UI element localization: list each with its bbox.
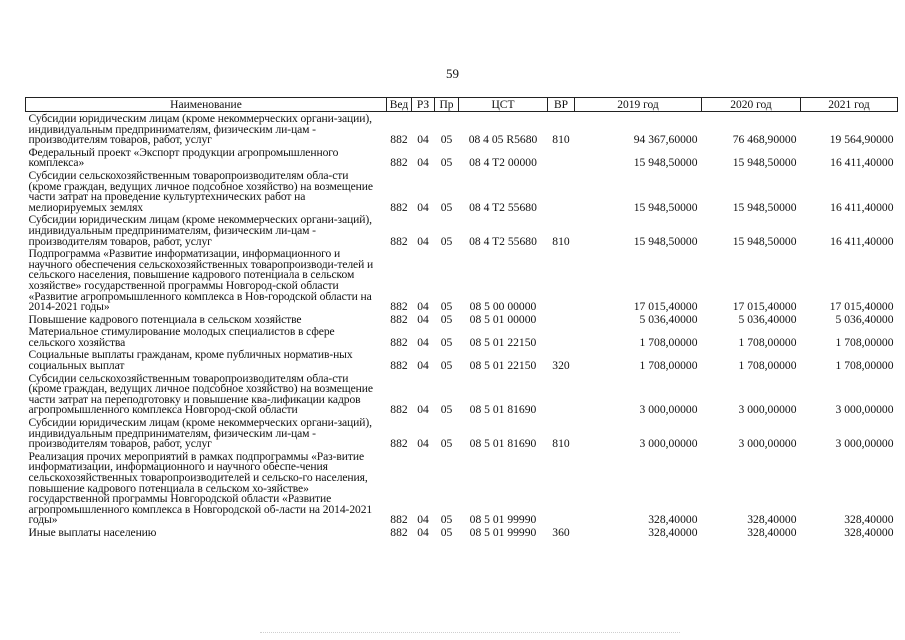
table-row [26, 372, 898, 416]
header-2021: 2021 год [801, 98, 898, 112]
row-2020: 15 948,50000 [732, 234, 797, 248]
row-cst: 08 5 01 99990 [469, 525, 537, 539]
row-2019: 328,40000 [648, 513, 698, 527]
row-rz: 04 [417, 437, 429, 451]
row-name: Повышение кадрового потенциала в сельском хозяйстве [28, 312, 302, 326]
row-name: Материальное стимулирование молодых специалистов в сфере сельского хозяйства [28, 325, 335, 349]
row-cst: 08 4 T2 55680 [469, 200, 537, 214]
row-vr [548, 169, 575, 213]
row-2020: 5 036,40000 [738, 312, 797, 326]
row-vr: 360 [552, 525, 570, 539]
row-2021: 5 036,40000 [835, 312, 894, 326]
row-ved: 882 [390, 156, 408, 170]
table-row [26, 247, 898, 313]
table-row [26, 348, 898, 371]
table-row [26, 169, 898, 213]
row-pr: 05 [440, 403, 453, 417]
table-row [26, 112, 898, 146]
row-2019: 3 000,00000 [639, 403, 698, 417]
row-2020: 328,40000 [747, 513, 797, 527]
table-row [26, 313, 898, 326]
row-2020: 76 468,90000 [732, 133, 797, 147]
page-number: 59 [446, 66, 459, 81]
header-name: Наименование [26, 98, 387, 112]
row-cst: 08 5 01 81690 [469, 437, 537, 451]
row-vr: 810 [552, 437, 570, 451]
row-rz: 04 [417, 359, 429, 373]
row-rz: 04 [417, 525, 429, 539]
row-ved: 882 [390, 234, 408, 248]
header-2019: 2019 год [575, 98, 702, 112]
row-pr: 05 [440, 133, 453, 147]
header-vr: ВР [548, 98, 575, 112]
row-cst: 08 5 01 81690 [469, 403, 537, 417]
header-rz: РЗ [412, 98, 435, 112]
row-ved: 882 [390, 335, 408, 349]
row-2020: 17 015,40000 [732, 300, 797, 314]
row-pr: 05 [440, 300, 453, 314]
row-2019: 15 948,50000 [633, 234, 698, 248]
row-2020: 1 708,00000 [738, 359, 797, 373]
row-2020: 3 000,00000 [738, 437, 797, 451]
row-vr [548, 247, 575, 313]
row-pr: 05 [440, 437, 453, 451]
row-ved: 882 [390, 200, 408, 214]
row-name: Федеральный проект «Экспорт продукции агропромышленного комплекса» [28, 145, 339, 170]
row-ved: 882 [390, 513, 408, 527]
row-2020: 3 000,00000 [738, 403, 797, 417]
table-row [26, 325, 898, 348]
table-body [26, 112, 898, 539]
row-rz: 04 [417, 133, 429, 147]
row-rz: 04 [417, 300, 429, 314]
row-2020: 15 948,50000 [732, 156, 797, 170]
row-2019: 1 708,00000 [639, 359, 698, 373]
table-row [26, 146, 898, 169]
table-row [26, 450, 898, 526]
row-pr: 05 [440, 525, 453, 539]
row-pr: 05 [440, 312, 453, 326]
row-name: Субсидии юридическим лицам (кроме некоммерческих органи-заций), индивидуальным предпринимателям, физическим ли-цам - производителям товаров, работ, услуг [28, 416, 372, 451]
row-cst: 08 5 01 22150 [469, 335, 537, 349]
row-cst: 08 5 01 22150 [469, 359, 537, 373]
row-2019: 328,40000 [648, 525, 698, 539]
row-2021: 19 564,90000 [829, 133, 894, 147]
table-header-row [26, 98, 898, 112]
row-vr [548, 450, 575, 526]
row-rz: 04 [417, 200, 429, 214]
row-pr: 05 [440, 156, 453, 170]
row-2019: 15 948,50000 [633, 156, 698, 170]
row-vr [548, 313, 575, 326]
row-ved: 882 [390, 312, 408, 326]
row-vr [548, 146, 575, 169]
row-pr: 05 [440, 234, 453, 248]
row-2021: 328,40000 [844, 513, 894, 527]
row-2020: 1 708,00000 [738, 335, 797, 349]
row-pr: 05 [440, 200, 453, 214]
row-cst: 08 4 T2 55680 [469, 234, 537, 248]
row-2019: 94 367,60000 [633, 133, 698, 147]
table-row [26, 526, 898, 539]
table-row [26, 416, 898, 450]
row-2019: 5 036,40000 [639, 312, 698, 326]
row-name: Подпрограмма «Развитие информатизации, информационного и научного обеспечения сельскохозяйственных товаропроизводи-телей и сельского населения, повышение кадрового потенциала в сельском хозяйстве» государственной программы Новгород-ской области «Развитие агропромышленного комплекса в Нов-городской области на 2014-2021 годы» [28, 247, 374, 314]
row-ved: 882 [390, 300, 408, 314]
row-2021: 16 411,40000 [830, 200, 894, 214]
row-cst: 08 4 T2 00000 [469, 156, 537, 170]
row-name: Субсидии юридическим лицам (кроме некоммерческих органи-заций), индивидуальным предпринимателям, физическим ли-цам - производителям товаров, работ, услуг [28, 213, 372, 248]
row-vr: 320 [552, 359, 570, 373]
row-pr: 05 [440, 359, 453, 373]
header-ved: Вед [387, 98, 412, 112]
row-2021: 328,40000 [844, 525, 894, 539]
row-name: Субсидии сельскохозяйственным товаропроизводителям обла-сти (кроме граждан, ведущих личное подсобное хозяйство) на возмещение части затрат на переподготовку и повышение ква-лификации кадров агропромышленного комплекса Новгород-ской области [28, 371, 373, 417]
row-2021: 16 411,40000 [830, 234, 894, 248]
row-rz: 04 [417, 156, 429, 170]
row-cst: 08 5 01 99990 [469, 513, 537, 527]
row-2021: 3 000,00000 [835, 437, 894, 451]
row-2021: 16 411,40000 [830, 156, 894, 170]
row-2021: 1 708,00000 [835, 335, 894, 349]
row-2021: 17 015,40000 [829, 300, 894, 314]
row-vr [548, 325, 575, 348]
row-vr: 810 [552, 234, 570, 248]
row-2019: 15 948,50000 [633, 200, 698, 214]
row-ved: 882 [390, 133, 408, 147]
row-2021: 1 708,00000 [835, 359, 894, 373]
row-2019: 1 708,00000 [639, 335, 698, 349]
header-2020: 2020 год [702, 98, 801, 112]
row-2019: 17 015,40000 [633, 300, 698, 314]
row-rz: 04 [417, 403, 429, 417]
row-vr: 810 [552, 133, 570, 147]
row-rz: 04 [417, 513, 429, 527]
row-2020: 15 948,50000 [732, 200, 797, 214]
row-2019: 3 000,00000 [639, 437, 698, 451]
row-ved: 882 [390, 403, 408, 417]
row-rz: 04 [417, 335, 429, 349]
row-ved: 882 [390, 359, 408, 373]
row-name: Социальные выплаты гражданам, кроме публичных норматив-ных социальных выплат [28, 348, 353, 373]
row-pr: 05 [440, 335, 453, 349]
row-cst: 08 4 05 R5680 [468, 133, 538, 147]
budget-table [25, 97, 898, 539]
header-cst: ЦСТ [459, 98, 548, 112]
row-ved: 882 [390, 437, 408, 451]
row-vr [548, 372, 575, 416]
row-name: Иные выплаты населению [28, 525, 157, 539]
row-cst: 08 5 00 00000 [469, 300, 537, 314]
row-pr: 05 [440, 513, 453, 527]
row-cst: 08 5 01 00000 [469, 312, 537, 326]
row-2021: 3 000,00000 [835, 403, 894, 417]
header-pr: Пр [435, 98, 459, 112]
row-ved: 882 [390, 525, 408, 539]
row-name: Субсидии юридическим лицам (кроме некоммерческих органи-зации), индивидуальным предпринимателям, физическим ли-цам - производителям товаров, работ, услуг [28, 112, 372, 147]
row-name: Реализация прочих мероприятий в рамках подпрограммы «Раз-витие информатизации, информационного и научного обеспе-чения сельскохозяйственных товаропроизводителей и сельско-го населения, повышение кадрового потенциала в сельском хо-зяйстве» государственной программы Новгородской области «Развитие агропромышленного комплекса в Новгородской об-ласти на 2014-2021 годы» [28, 449, 373, 527]
row-name: Субсидии сельскохозяйственным товаропроизводителям обла-сти (кроме граждан, ведущих личное подсобное хозяйство) на возмещение части затрат на проведение культуртехнических работ на мелиорируемых землях [28, 168, 373, 214]
scan-artifact [260, 632, 680, 634]
row-rz: 04 [417, 234, 429, 248]
row-2020: 328,40000 [747, 525, 797, 539]
table-row [26, 213, 898, 247]
row-rz: 04 [417, 312, 429, 326]
